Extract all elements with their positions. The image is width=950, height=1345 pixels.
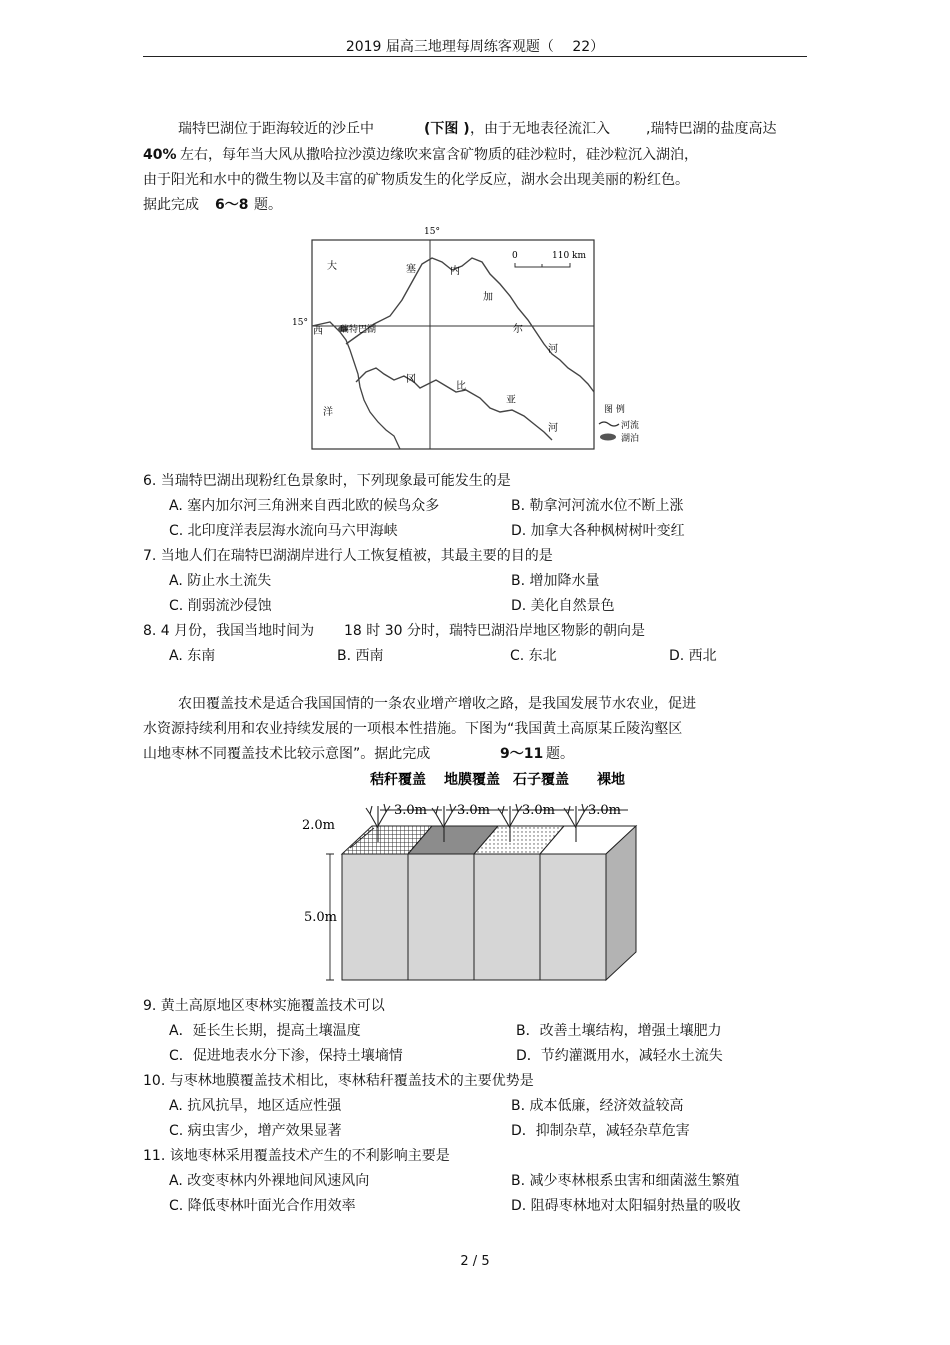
front-stone (474, 854, 540, 980)
lon-label: 15° (424, 227, 440, 237)
q8-option-b: B. 西南 (337, 648, 384, 664)
q6-option-b: B. 勒拿河河流水位不断上涨 (511, 498, 684, 514)
q7-option-d: D. 美化自然景色 (511, 598, 615, 614)
q10-stem: 10. 与枣林地膜覆盖技术相比，枣林秸秆覆盖技术的主要优势是 (143, 1073, 534, 1089)
q11-option-a: A. 改变枣林内外裸地间风速风向 (169, 1173, 370, 1189)
passage2-line2: 水资源持续利用和农业持续发展的一项根本性措施。下图为“我国黄土高原某丘陵沟壑区 (143, 721, 683, 737)
passage2-line1: 农田覆盖技术是适合我国国情的一条农业增产增收之路，是我国发展节水农业，促进 (178, 696, 696, 712)
page-number: 2 / 5 (460, 1254, 490, 1269)
lat-label: 15° (292, 318, 308, 328)
height-label: 5.0m (304, 910, 338, 925)
map-char-da: 大 (327, 261, 337, 272)
label-film: 地膜覆盖 (444, 772, 500, 788)
lake-label: 瑞特巴湖 (340, 325, 377, 335)
mulching-comparison-diagram (300, 766, 650, 988)
passage1-line1b: (下图 ) (424, 121, 470, 137)
legend-river-label: 河流 (621, 421, 640, 431)
ritba-lake-map (290, 222, 650, 452)
map-char-yang: 洋 (323, 407, 333, 418)
q11-option-c: C. 降低枣林叶面光合作用效率 (169, 1198, 356, 1214)
page-header-title: 2019 届高三地理每周练客观题（ 22） (345, 39, 605, 55)
map-char-ya: 亚 (506, 395, 516, 406)
label-straw: 秸秆覆盖 (370, 772, 426, 788)
passage1-line1d: ,瑞特巴湖的盐度高达 (646, 121, 777, 137)
passage1-line4c: 题。 (254, 197, 282, 213)
q9-option-b: B．改善土壤结构，增强土壤肥力 (516, 1023, 722, 1039)
coastline (312, 322, 400, 449)
senegal-river (346, 258, 594, 392)
q6-stem: 6. 当瑞特巴湖出现粉红色景象时，下列现象最可能发生的是 (143, 473, 511, 489)
q8-option-c: C. 东北 (510, 648, 557, 664)
q7-option-a: A. 防止水土流失 (169, 573, 272, 589)
q8-stem-a: 8. 4 月份，我国当地时间为 (143, 623, 315, 639)
q10-option-c: C. 病虫害少，增产效果显著 (169, 1123, 342, 1139)
q9-stem: 9. 黄土高原地区枣林实施覆盖技术可以 (143, 998, 385, 1014)
map-char-he2: 河 (548, 423, 558, 434)
q6-option-c: C. 北印度洋表层海水流向马六甲海峡 (169, 523, 398, 539)
spacing-label-1: 3.0m (394, 803, 428, 818)
spacing-label-3: 3.0m (522, 803, 556, 818)
passage1-line4b: 6～8 (215, 197, 249, 213)
front-bare (540, 854, 606, 980)
q6-option-a: A. 塞内加尔河三角洲来自西北欧的候鸟众多 (169, 498, 440, 514)
spacing-label-4: 3.0m (588, 803, 622, 818)
spacing-label-2: 3.0m (457, 803, 491, 818)
q9-option-c: C．促进地表水分下渗，保持土壤墒情 (169, 1048, 403, 1064)
map-char-nei: 内 (450, 266, 460, 277)
q7-stem: 7. 当地人们在瑞特巴湖湖岸进行人工恢复植被，其最主要的目的是 (143, 548, 553, 564)
q9-option-d: D．节约灌溉用水，减轻水土流失 (516, 1048, 723, 1064)
q11-stem: 11. 该地枣林采用覆盖技术产生的不利影响主要是 (143, 1148, 450, 1164)
passage2-line3c: 题。 (546, 746, 574, 762)
q6-option-d: D. 加拿大各种枫树树叶变红 (511, 523, 685, 539)
front-straw (342, 854, 408, 980)
map-char-gang: 冈 (406, 374, 416, 385)
q10-option-b: B. 成本低廉，经济效益较高 (511, 1098, 684, 1114)
q8-stem-b: 18 时 30 分时，瑞特巴湖沿岸地区物影的朝向是 (344, 623, 645, 639)
label-stone: 石子覆盖 (513, 772, 569, 788)
q10-option-d: D．抑制杂草，减轻杂草危害 (511, 1123, 690, 1139)
scale-km: 110 km (552, 251, 587, 261)
legend-lake-label: 湖泊 (621, 434, 640, 444)
q10-option-a: A. 抗风抗旱，地区适应性强 (169, 1098, 342, 1114)
passage1-line1c: ，由于无地表径流汇入 (470, 121, 610, 137)
scale-zero: 0 (512, 251, 518, 261)
front-film (408, 854, 474, 980)
passage2-line3a: 山地枣林不同覆盖技术比较示意图”。据此完成 (143, 746, 431, 762)
passage1-line1a: 瑞特巴湖位于距海较近的沙丘中 (178, 121, 374, 137)
map-char-he1: 河 (548, 344, 558, 355)
map-char-bi: 比 (456, 381, 466, 392)
q7-option-c: C. 削弱流沙侵蚀 (169, 598, 272, 614)
legend-river-icon (599, 422, 619, 426)
legend-title: 图 例 (604, 405, 625, 415)
q8-option-d: D. 西北 (669, 648, 717, 664)
map-char-er: 尔 (513, 324, 523, 335)
label-bare: 裸地 (597, 772, 625, 788)
passage1-line3: 由于阳光和水中的微生物以及丰富的矿物质发生的化学反应，湖水会出现美丽的粉红色。 (143, 172, 689, 188)
q11-option-b: B. 减少枣林根系虫害和细菌滋生繁殖 (511, 1173, 740, 1189)
q8-option-a: A. 东南 (169, 648, 216, 664)
passage2-line3b: 9～11 (500, 746, 544, 762)
q11-option-d: D. 阻碍枣林地对太阳辐射热量的吸收 (511, 1198, 741, 1214)
legend-lake-icon (600, 434, 616, 441)
q9-option-a: A．延长生长期，提高土壤温度 (169, 1023, 361, 1039)
header-rule (143, 56, 807, 57)
q7-option-b: B. 增加降水量 (511, 573, 600, 589)
passage1-line2b: 左右，每年当大风从撒哈拉沙漠边缘吹来富含矿物质的硅沙粒时，硅沙粒沉入湖泊， (180, 147, 698, 163)
map-char-sai: 塞 (406, 264, 416, 275)
passage1-line4a: 据此完成 (143, 197, 199, 213)
map-char-jia: 加 (483, 292, 493, 303)
map-char-xi: 西 (313, 326, 323, 337)
depth-label: 2.0m (302, 818, 336, 833)
passage1-line2a: 40% (143, 147, 177, 163)
